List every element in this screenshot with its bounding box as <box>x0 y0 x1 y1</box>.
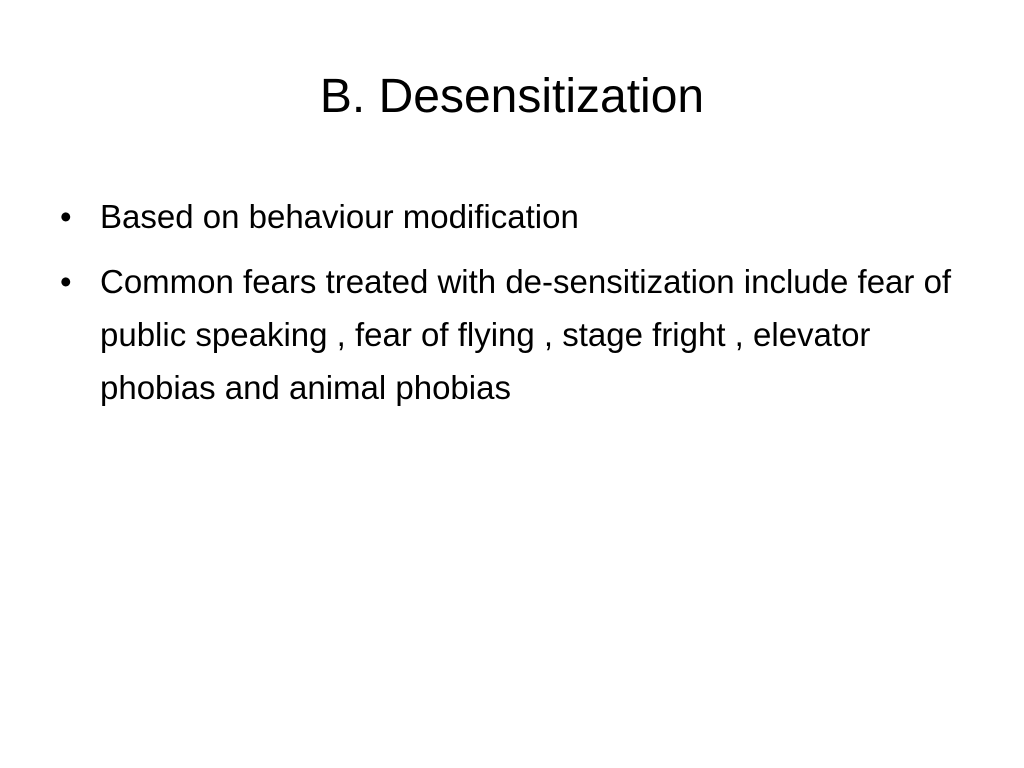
bullet-text: Common fears treated with de-sensitization include fear of public speaking , fear of flying , stage fright , elevator phobias and animal phobias <box>100 263 952 406</box>
bullet-text: Based on behaviour modification <box>100 198 579 235</box>
bullet-marker: • <box>60 263 72 300</box>
bullet-marker: • <box>60 198 72 235</box>
bullet-list <box>60 190 960 426</box>
bullet-item <box>60 255 960 414</box>
slide-title: B. Desensitization <box>319 70 705 123</box>
bullet-item <box>60 190 960 243</box>
